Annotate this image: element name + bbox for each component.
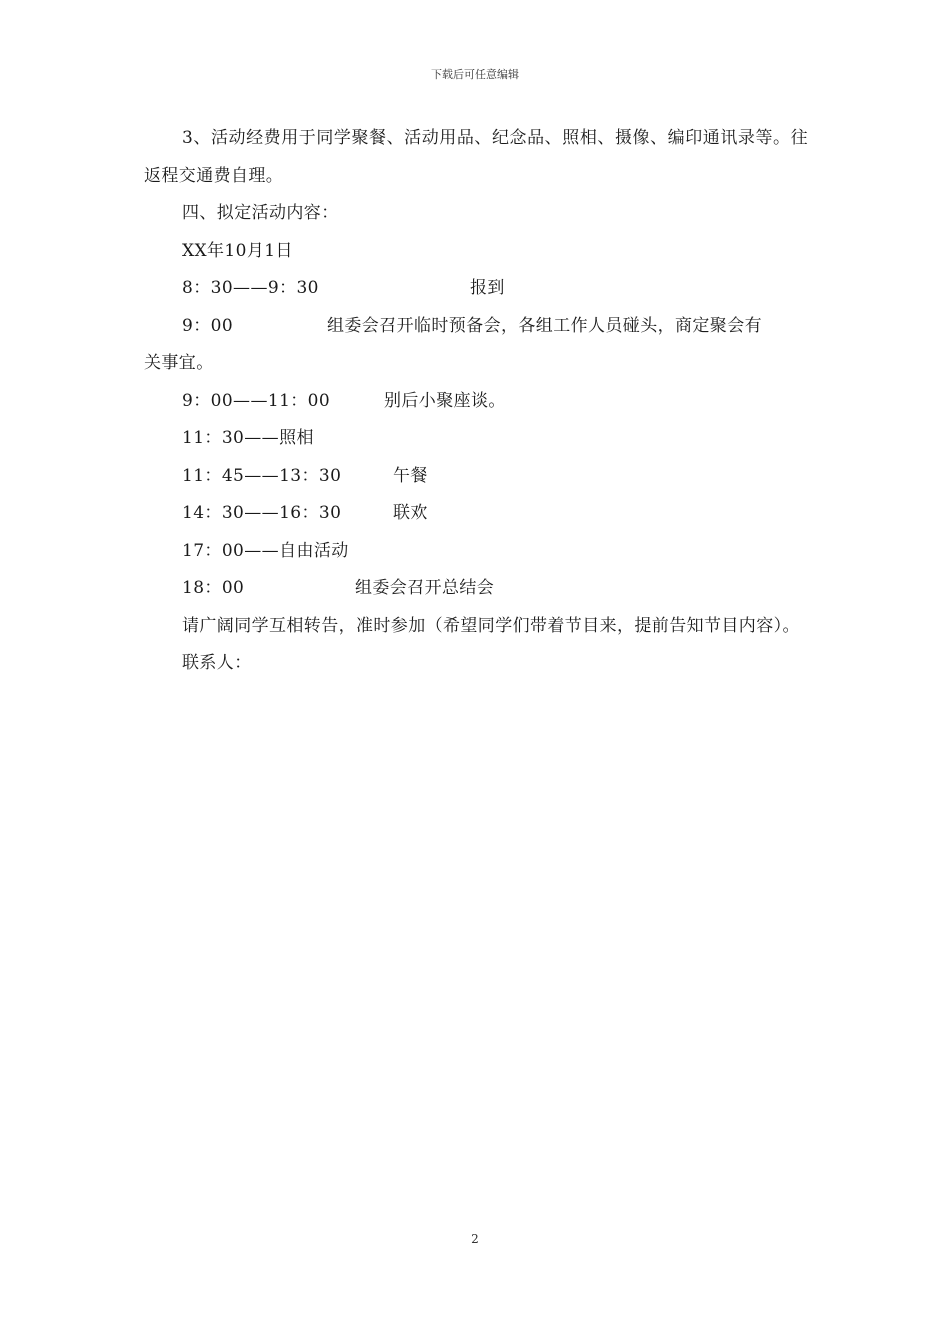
paragraph-notice: 请广阔同学互相转告，准时参加（希望同学们带着节目来，提前告知节目内容）。 — [182, 615, 800, 636]
schedule-desc: 组委会召开总结会 — [355, 578, 495, 598]
schedule-desc: 联欢 — [393, 503, 428, 523]
page-header: 下载后可任意编辑 — [431, 68, 519, 81]
schedule-time: 11：45——13：30 — [182, 465, 342, 486]
schedule-time: 17：00——自由活动 — [182, 540, 349, 561]
document-body — [144, 120, 808, 683]
schedule-row — [144, 420, 808, 458]
schedule-desc: 午餐 — [393, 465, 428, 486]
schedule-desc: 报到 — [470, 278, 505, 298]
schedule-desc: 组委会召开临时预备会，各组工作人员碰头，商定聚会有 — [327, 315, 762, 336]
schedule-row — [144, 383, 808, 421]
schedule-row — [144, 570, 808, 608]
activity-date: XX年10月1日 — [182, 240, 293, 261]
schedule-continuation: 关事宜。 — [144, 353, 214, 373]
schedule-row — [144, 495, 808, 533]
schedule-time: 9：00 — [182, 315, 234, 336]
schedule-row — [144, 308, 808, 346]
schedule-row — [144, 533, 808, 571]
contact-label: 联系人： — [182, 653, 252, 673]
schedule-time: 11：30——照相 — [182, 428, 314, 448]
schedule-time: 9：00——11：00 — [182, 390, 331, 411]
section-heading-activities: 四、拟定活动内容： — [182, 203, 339, 223]
schedule-time: 18：00 — [182, 578, 245, 598]
schedule-time: 14：30——16：30 — [182, 503, 342, 523]
page-number: 2 — [471, 1232, 479, 1246]
paragraph-budget: 3、活动经费用于同学聚餐、活动用品、纪念品、照相、摄像、编印通讯录等。往返程交通费自理。 — [144, 128, 808, 186]
schedule-row — [144, 270, 808, 308]
schedule-row — [144, 458, 808, 496]
schedule-desc: 别后小聚座谈。 — [384, 390, 506, 411]
schedule-time: 8：30——9：30 — [182, 278, 319, 298]
